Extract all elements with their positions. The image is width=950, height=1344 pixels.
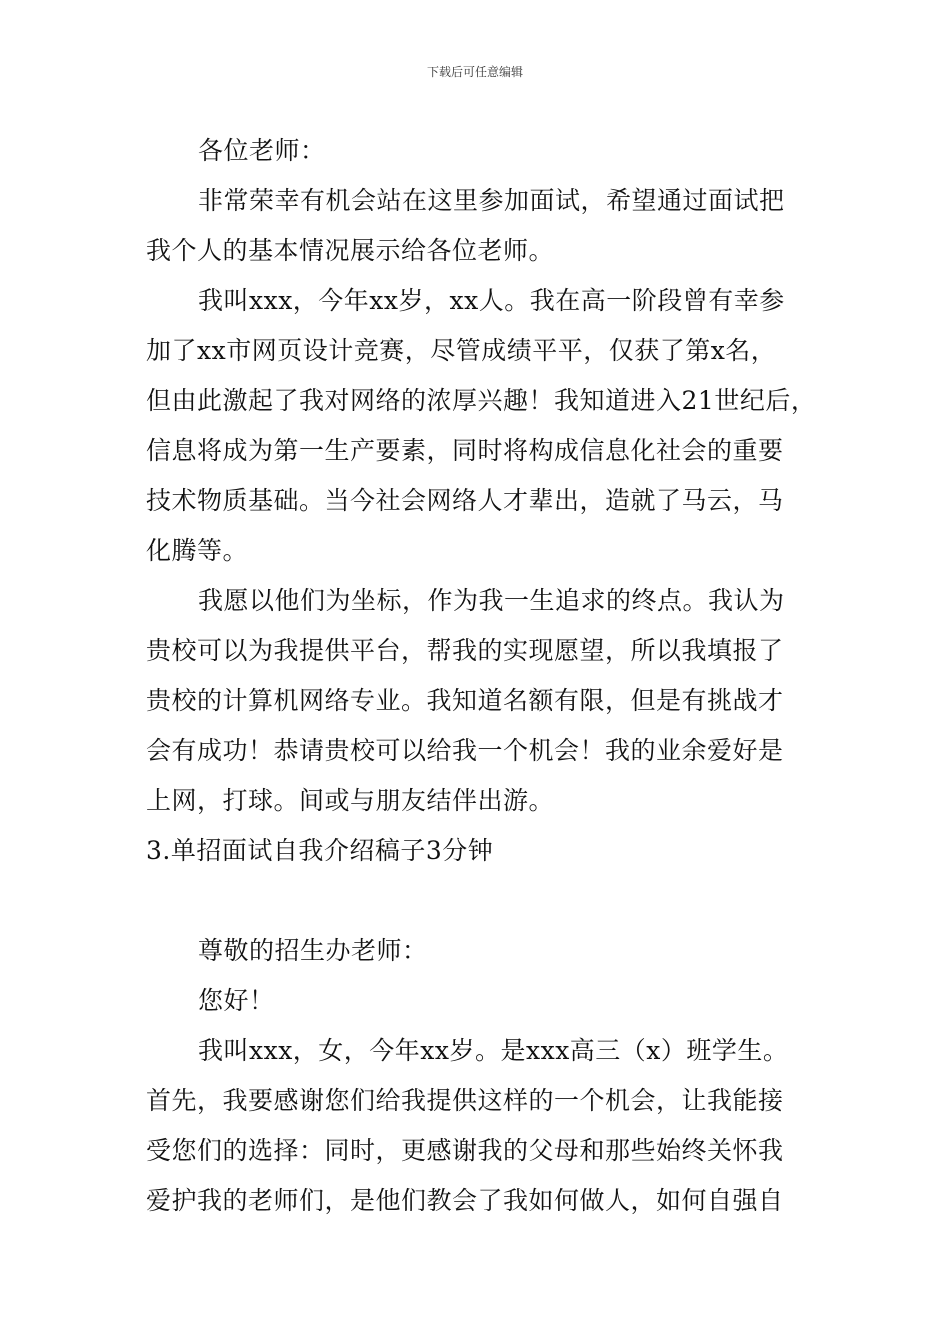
paragraph-line: 我个人的基本情况展示给各位老师。 bbox=[146, 236, 555, 265]
paragraph-line: 我叫xxx，女，今年xx岁。是xxx高三（x）班学生。 bbox=[198, 1036, 789, 1065]
paragraph-line: 化腾等。 bbox=[146, 536, 249, 565]
paragraph-line: 上网，打球。间或与朋友结伴出游。 bbox=[146, 786, 555, 815]
paragraph-line: 加了xx市网页设计竞赛，尽管成绩平平，仅获了第x名， bbox=[146, 336, 777, 365]
greeting: 您好！ bbox=[198, 986, 275, 1015]
paragraph-line: 贵校可以为我提供平台，帮我的实现愿望，所以我填报了 bbox=[146, 636, 784, 665]
paragraph-line: 受您们的选择：同时，更感谢我的父母和那些始终关怀我 bbox=[146, 1136, 784, 1165]
paragraph-line: 我叫xxx，今年xx岁，xx人。我在高一阶段曾有幸参 bbox=[198, 286, 785, 315]
blank-line bbox=[146, 876, 826, 926]
page-header: 下载后可任意编辑 bbox=[426, 65, 523, 79]
paragraph-line: 贵校的计算机网络专业。我知道名额有限，但是有挑战才 bbox=[146, 686, 784, 715]
salutation: 各位老师： bbox=[198, 136, 326, 165]
salutation: 尊敬的招生办老师： bbox=[198, 936, 428, 965]
paragraph-line: 我愿以他们为坐标，作为我一生追求的终点。我认为 bbox=[198, 586, 785, 615]
paragraph-line: 信息将成为第一生产要素，同时将构成信息化社会的重要 bbox=[146, 436, 784, 465]
paragraph-line: 但由此激起了我对网络的浓厚兴趣！我知道进入21世纪后， bbox=[146, 386, 817, 415]
paragraph-line: 爱护我的老师们，是他们教会了我如何做人，如何自强自 bbox=[146, 1186, 784, 1215]
document-body bbox=[146, 126, 826, 1226]
section-heading: 3.单招面试自我介绍稿子3分钟 bbox=[146, 836, 494, 865]
paragraph-line: 技术物质基础。当今社会网络人才辈出，造就了马云，马 bbox=[146, 486, 784, 515]
paragraph-line: 会有成功！恭请贵校可以给我一个机会！我的业余爱好是 bbox=[146, 736, 784, 765]
paragraph-line: 首先，我要感谢您们给我提供这样的一个机会，让我能接 bbox=[146, 1086, 784, 1115]
paragraph-line: 非常荣幸有机会站在这里参加面试，希望通过面试把 bbox=[198, 186, 785, 215]
